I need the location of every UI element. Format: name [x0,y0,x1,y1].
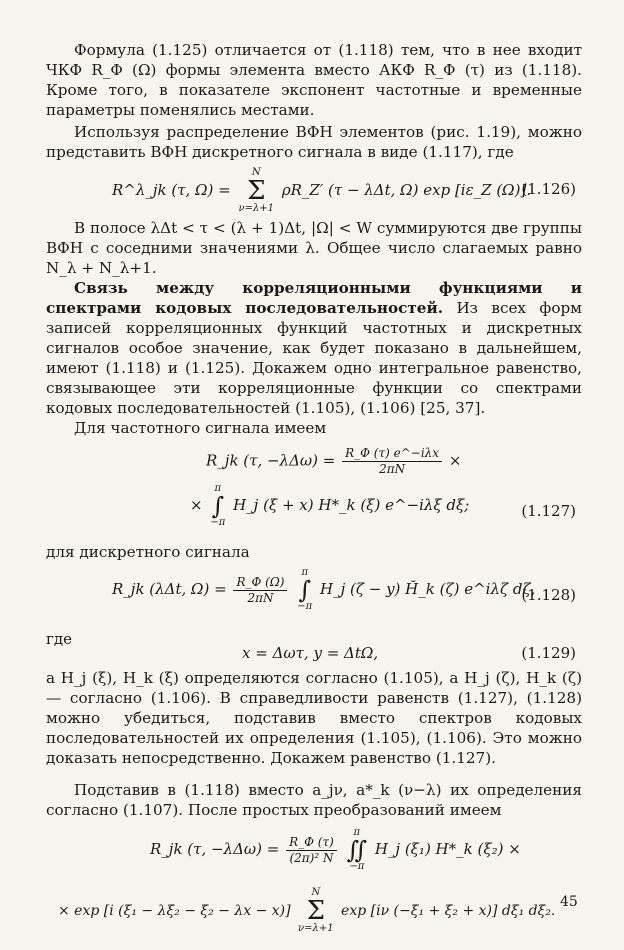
paragraph [46,278,582,418]
fraction: $\frac{R\_\Phi (\tau)}{\text{(2π)² N}}$ [286,835,337,866]
section-heading: Связь между корреляционными функциями и спектрами кодовых последовательностей. [46,279,582,317]
where-label: где [46,630,72,648]
equation-number: (1.128) [521,586,576,604]
sum-sign: N Σ ν=λ+1 [238,167,275,214]
double-integral-sign: π ∬ −π [346,827,368,872]
equation-1-127-line2: × π ∫ −π H_j (ξ + x) H*_k (ξ) e^−iλξ dξ; (1.127) [190,483,576,528]
page-body [46,40,582,938]
integral-sign: π ∫ −π [210,483,226,528]
eq-rhs: ρR_Z′ (τ − λΔt, Ω) exp [iε_Z (Ω)]. [281,181,532,199]
paragraph: В полосе λΔt < τ < (λ + 1)Δt, |Ω| < W суммируются две группы ВФН с соседними значениями λ. Общее число слагаемых равно N_λ + N_λ+1. [46,219,582,277]
paragraph: Формула (1.125) отличается от (1.118) тем, что в нее входит ЧКФ R_Φ (Ω) формы элемента вместо АКФ R_Φ (τ) из (1.118). Кроме того, в показателе экспонент частотные и временные параметры поменялись местами. [46,41,582,119]
equation-1-126 [46,166,582,216]
integral-sign: π ∫ −π [297,567,313,612]
paragraph-text: Из всех форм записей корреляционных функций частотных и дискретных сигналов особое значение, как будет показано в дальнейшем, имеют (1.118) и (1.125). Докажем одно интегральное равенство, связывающее эти корреляционные функции со спектрами кодовых последовательностей (1.105), (1.106) [25, 37]. [46,299,582,417]
eq-lhs: R^λ_jk (τ, Ω) = [112,181,231,199]
equation-number: (1.129) [521,644,576,662]
equation-1-130-line2: × exp [i (ξ₁ − λξ₂ − ξ₂ − λx − x)] N Σ ν=λ+1 exp [iν (−ξ₁ + ξ₂ + x)] dξ₁ dξ₂. [58,887,556,934]
paragraph: а H_j (ξ), H_k (ξ) определяются согласно (1.105), а H_j (ζ), H_k (ζ) — согласно (1.106). В справедливости равенств (1.127), (1.128) можно убедиться, подставив вместо спектров кодовых последовательностей их определения (1.105), (1.106). Это можно доказать непосредственно. Докажем равенство (1.127). [46,669,582,767]
equation-1-130-line1: R_jk (τ, −λΔω) = $\frac{R\_\Phi (\tau)}{\text{(2π)² N}}$ π ∬ −π H_j (ξ₁) H*_k (ξ₂) × [150,827,521,872]
paragraph: Подставив в (1.118) вместо a_jν, a*_k (ν−λ) их определения согласно (1.107). После простых преобразований имеем [46,781,582,819]
fraction: $\frac{\text{R\_Φ (τ) e\textasciicircum{}−iλx}}{2\pi N}$ [342,446,442,477]
page-number: 45 [560,894,578,910]
equation-1-128: R_jk (λΔt, Ω) = $\frac{R\_\Phi (\Omega)}{2\pi N}$ π ∫ −π H_j (ζ − y) H̆_k (ζ) e^iλζ dζ, (1.128) [112,567,576,612]
equation-number: (1.126) [521,180,576,198]
equation-1-127-line1: R_jk (τ, −λΔω) = $\frac{\text{R\_Φ (τ) e\textasciicircum{}−iλx}}{2\pi N}$ × [206,446,462,476]
equation-number: (1.127) [521,502,576,520]
fraction: $\frac{R\_\Phi (\Omega)}{2\pi N}$ [233,575,287,606]
paragraph: Используя распределение ВФН элементов (рис. 1.19), можно представить ВФН дискретного сигнала в виде (1.117), где [46,123,582,161]
paragraph: для дискретного сигнала [46,543,250,561]
sum-sign: N Σ ν=λ+1 [298,887,334,934]
equation-1-129: где x = Δωτ, y = ΔtΩ, (1.129) [46,630,576,662]
paragraph: Для частотного сигнала имеем [74,419,327,437]
